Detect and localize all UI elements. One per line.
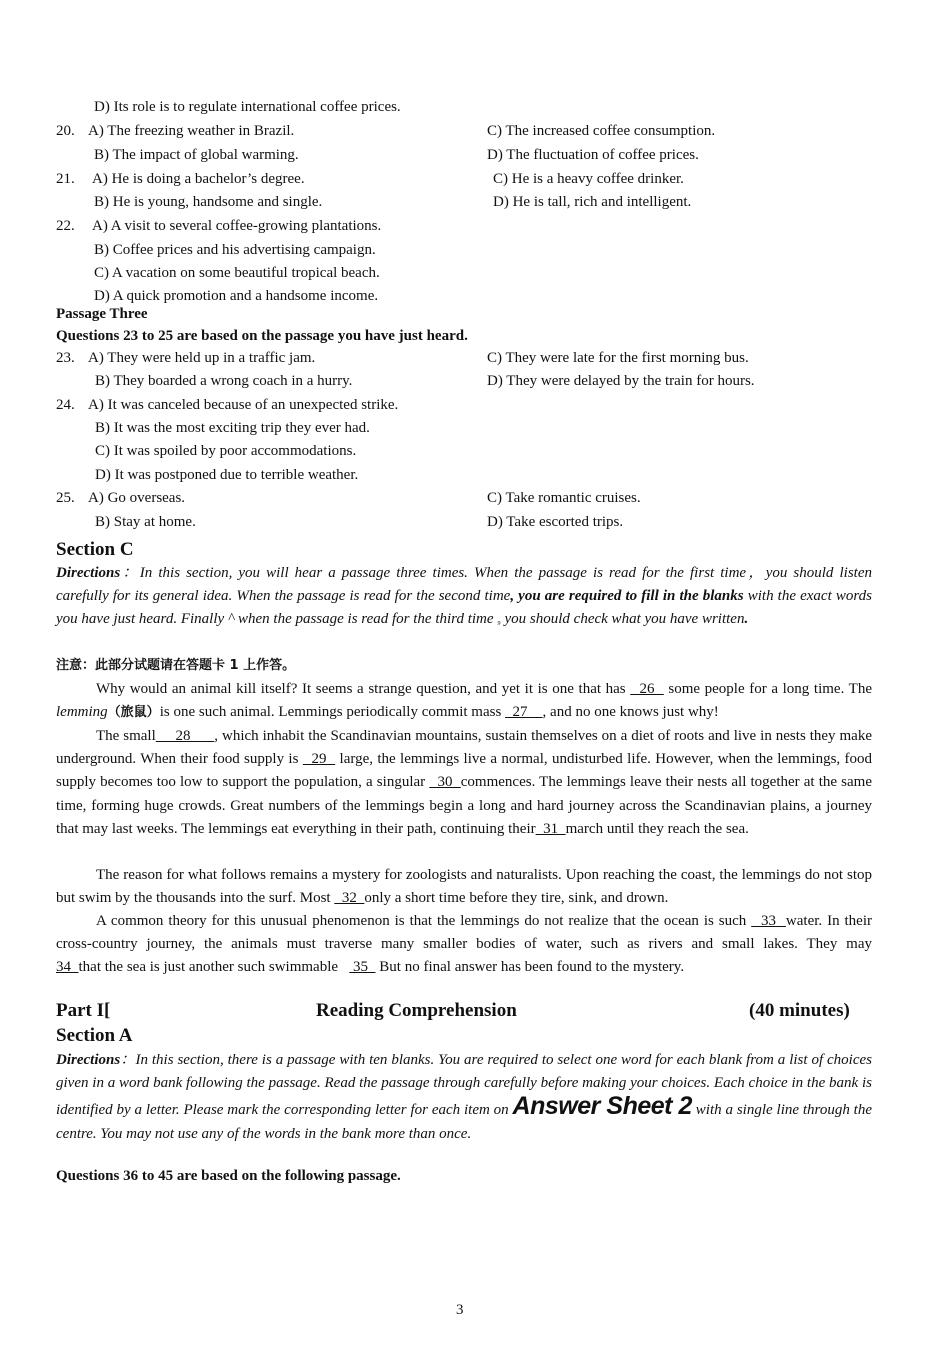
blank-27: 27 — [505, 704, 543, 721]
directions-period: . — [744, 611, 749, 628]
q21-option-d: D) He is tall, rich and intelligent. — [493, 194, 692, 210]
q23-option-b: B) They boarded a wrong coach in a hurry. — [95, 373, 353, 389]
section-a-instructions: Questions 36 to 45 are based on the following passage. — [56, 1168, 401, 1184]
q24-option-d: D) It was postponed due to terrible weather. — [95, 467, 359, 483]
directions-text-end: with a single line through the centre. You may not use any of the words in the bank more than once. — [56, 1102, 872, 1142]
blank-28: 28 — [155, 728, 215, 744]
section-a-title: Section A — [56, 1025, 133, 1046]
q23-number: 23. — [56, 350, 75, 366]
q23-option-a: A) They were held up in a traffic jam. — [88, 350, 316, 366]
q25-option-d: D) Take escorted trips. — [487, 514, 624, 530]
q20-option-c: C) The increased coffee consumption. — [487, 123, 716, 139]
p2-text-b: , which inhabit the Scandinavian mountains, sustain themselves on a diet of roots and live in nests they make underground. When their food supply is — [56, 728, 872, 768]
lemming-chinese-gloss: （旅鼠） — [107, 705, 160, 721]
blank-30: 30 — [429, 774, 461, 791]
q20-option-a: A) The freezing weather in Brazil. — [88, 123, 295, 139]
q22-option-d: D) A quick promotion and a handsome income. — [94, 288, 379, 304]
part-label: Part I[ — [56, 1000, 111, 1021]
p4-text-a: A common theory for this unusual phenomenon is that the lemmings do not realize that the ocean is such — [96, 913, 752, 929]
q21-option-b: B) He is young, handsome and single. — [94, 194, 323, 210]
q25-option-a: A) Go overseas. — [88, 490, 186, 506]
lemming-word: lemming — [56, 704, 108, 721]
directions-label: Directions — [56, 1052, 121, 1068]
p4-text-d: But no final answer has been found to the mystery. — [375, 959, 685, 976]
q20-option-d: D) The fluctuation of coffee prices. — [487, 147, 699, 163]
p2-text-c: large, the lemmings live a normal, undisturbed life. However, when the lemmings, food supply becomes too low to support the population, a singular — [56, 751, 873, 791]
q23-option-d: D) They were delayed by the train for hours. — [487, 373, 755, 389]
q25-number: 25. — [56, 490, 75, 506]
section-a-directions — [56, 1049, 872, 1146]
passage-three-title: Passage Three — [56, 306, 148, 322]
page-number: 3 — [456, 1302, 464, 1318]
q20-number: 20. — [56, 123, 75, 139]
p4-text-b: water. In their cross-country journey, the animals must traverse many smaller bodies of water, such as rivers and small lakes. They may — [56, 913, 872, 953]
lemming-paragraph-2 — [56, 725, 872, 841]
blank-33: 33 — [751, 913, 786, 929]
p1-text-b: some people for a long time. The — [663, 681, 873, 697]
p1-text-c: is one such animal. Lemmings periodically commit mass — [159, 704, 506, 721]
q24-option-c: C) It was spoiled by poor accommodations. — [95, 443, 357, 459]
p2-text-d: commences. The lemmings leave their nests all together at the same time, forming huge crowds. Great numbers of the lemmings begin a long and hard journey across the Scandinavian plains, a journey that may last weeks. The lemmings eat everything in their path, continuing their — [56, 774, 872, 837]
q22-option-b: B) Coffee prices and his advertising campaign. — [94, 242, 376, 258]
directions-text-bold: , you are required to fill in the blanks — [510, 588, 744, 605]
blank-35: 35 — [349, 959, 376, 976]
part-time: (40 minutes) — [749, 1000, 850, 1021]
q21-option-c: C) He is a heavy coffee drinker. — [493, 171, 684, 187]
directions-label: Directions — [56, 565, 121, 581]
blank-31: 31 — [535, 820, 566, 837]
blank-32: 32 — [334, 890, 365, 907]
q24-option-a: A) It was canceled because of an unexpected strike. — [88, 397, 399, 413]
directions-text-cont: with the exact words you have just heard. Finally ^ when the passage is read for the third time — [56, 588, 872, 628]
p4-text-c: that the sea is just another such swimmable — [78, 959, 350, 976]
q21-number: 21. — [56, 171, 75, 187]
blank-34: 34 — [56, 959, 79, 976]
p3-text-a: The reason for what follows remains a mystery for zoologists and naturalists. Upon reaching the coast, the lemmings do not stop but swim by the thousands into the surf. Most — [56, 867, 872, 907]
p1-text-a: Why would an animal kill itself? It seems a strange question, and yet it is one that has — [96, 681, 631, 697]
directions-subscript: ₉ — [497, 615, 501, 627]
blank-29: 29 — [302, 751, 336, 768]
answer-card-note: 注意：此部分试题请在答题卡 1 上作答。 — [56, 658, 296, 673]
passage-three-instructions: Questions 23 to 25 are based on the passage you have just heard. — [56, 328, 468, 344]
lemming-paragraph-3 — [56, 864, 872, 910]
q25-option-c: C) Take romantic cruises. — [487, 490, 641, 506]
q25-option-b: B) Stay at home. — [95, 514, 196, 530]
p2-text-a: The small — [96, 728, 156, 744]
section-c-title: Section C — [56, 539, 134, 560]
blank-26: 26 — [630, 681, 664, 697]
p1-text-d: , and no one knows just why! — [542, 704, 719, 721]
q22-number: 22. — [56, 218, 75, 234]
lemming-paragraph-1 — [56, 678, 872, 724]
q20-option-b: B) The impact of global warming. — [94, 147, 299, 163]
lemming-paragraph-4 — [56, 910, 872, 980]
directions-text: ：In this section, you will hear a passage three times. When the passage is read for the first time，you should listen carefully for its general idea. When the passage is read for the second time — [56, 565, 872, 605]
q24-option-b: B) It was the most exciting trip they ever had. — [95, 420, 370, 436]
q19-option-d: D) Its role is to regulate international coffee prices. — [94, 99, 401, 115]
p3-text-b: only a short time before they tire, sink, and drown. — [364, 890, 669, 907]
q22-option-c: C) A vacation on some beautiful tropical beach. — [94, 265, 380, 281]
part-title: Reading Comprehension — [316, 1000, 517, 1021]
answer-sheet-label: Answer Sheet 2 — [512, 1092, 692, 1121]
q22-option-a: A) A visit to several coffee-growing plantations. — [92, 218, 382, 234]
section-c-directions — [56, 562, 872, 633]
q21-option-a: A) He is doing a bachelor’s degree. — [92, 171, 305, 187]
p2-text-e: march until they reach the sea. — [565, 820, 749, 837]
q23-option-c: C) They were late for the first morning bus. — [487, 350, 749, 366]
directions-text-end: you should check what you have written — [500, 611, 745, 628]
q24-number: 24. — [56, 397, 75, 413]
directions-text: ：In this section, there is a passage with ten blanks. You are required to select one word for each blank from a list of choices given in a word bank following the passage. Read the passage through carefully before making your choices. Each choice in the bank is identified by a letter. Please mark the corresponding letter for each item on — [56, 1052, 872, 1119]
